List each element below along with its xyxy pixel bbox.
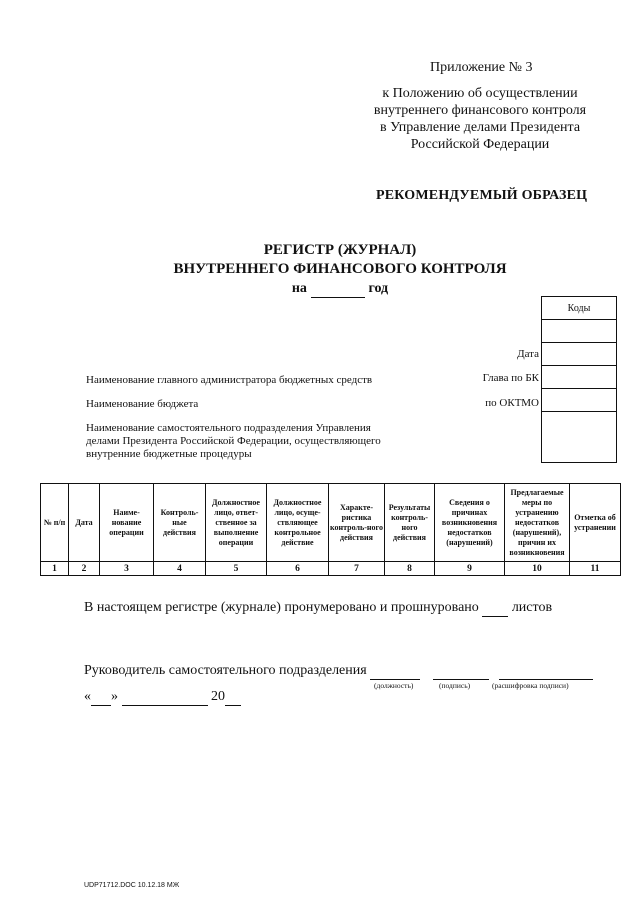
document-title: РЕГИСТР (ЖУРНАЛ) xyxy=(263,242,417,258)
decoding-caption: (расшифровка подписи) xyxy=(492,681,569,690)
codes-cell-date[interactable] xyxy=(542,343,617,366)
column-number: 4 xyxy=(154,562,206,576)
codes-cell-division[interactable] xyxy=(542,412,617,463)
registry-text-end: листов xyxy=(511,600,553,615)
column-header: Характе-ристика контроль-ного действия xyxy=(329,484,385,562)
year-end-blank[interactable] xyxy=(225,689,241,706)
registry-statement xyxy=(84,600,552,617)
codes-cell-blank[interactable] xyxy=(542,320,617,343)
recommended-sample-label: РЕКОМЕНДУЕМЫЙ ОБРАЗЕЦ xyxy=(376,188,588,203)
decoding-blank[interactable] xyxy=(499,663,593,680)
document-subtitle: ВНУТРЕННЕГО ФИНАНСОВОГО КОНТРОЛЯ xyxy=(173,261,507,277)
column-number: 3 xyxy=(100,562,154,576)
position-blank[interactable] xyxy=(370,663,420,680)
column-header: Результаты контроль-ного действия xyxy=(385,484,435,562)
signature-caption: (подпись) xyxy=(439,681,471,690)
signature-line xyxy=(84,663,420,680)
year-prefix-20: 20 xyxy=(211,689,225,704)
column-number: 8 xyxy=(385,562,435,576)
close-quote: » xyxy=(111,689,118,704)
signature-label: Руководитель самостоятельного подразделения xyxy=(84,663,367,678)
date-label: Дата xyxy=(517,348,539,360)
codes-header: Коды xyxy=(542,297,617,320)
table-header-row xyxy=(41,484,621,562)
budget-field-label: Наименование бюджета xyxy=(86,398,199,410)
column-header: Предлагаемые меры по устранению недостатков (нарушений), причин их возникновения xyxy=(505,484,570,562)
column-header: Сведения о причинах возникновения недостатков (нарушений) xyxy=(435,484,505,562)
column-number: 10 xyxy=(505,562,570,576)
signature-blank[interactable] xyxy=(433,663,489,680)
column-header: Контроль-ные действия xyxy=(154,484,206,562)
signing-date xyxy=(84,689,241,706)
registry-table xyxy=(40,483,621,576)
column-header: № п/п xyxy=(41,484,69,562)
appendix-line: внутреннего финансового контроля xyxy=(373,103,587,118)
column-number: 2 xyxy=(69,562,100,576)
column-number: 5 xyxy=(206,562,267,576)
column-header: Наиме-нование операции xyxy=(100,484,154,562)
oktmo-label: по ОКТМО xyxy=(485,397,539,409)
column-number: 11 xyxy=(570,562,621,576)
codes-cell-oktmo[interactable] xyxy=(542,389,617,412)
codes-table xyxy=(541,296,617,463)
admin-field-label: Наименование главного администратора бюджетных средств xyxy=(86,374,373,386)
appendix-line: в Управление делами Президента xyxy=(379,120,581,135)
glava-label: Глава по БК xyxy=(482,372,539,384)
position-caption: (должность) xyxy=(374,681,414,690)
column-number: 7 xyxy=(329,562,385,576)
document-footer: UDP71712.DOC 10.12.18 МЖ xyxy=(84,882,180,889)
registry-text: В настоящем регистре (журнале) пронумеровано и прошнуровано xyxy=(84,600,479,615)
day-blank[interactable] xyxy=(91,689,111,706)
sheets-count-blank[interactable] xyxy=(482,600,508,617)
column-header: Отметка об устранении xyxy=(570,484,621,562)
column-number: 1 xyxy=(41,562,69,576)
appendix-number: Приложение № 3 xyxy=(430,60,533,75)
column-header: Должностное лицо, ответ-ственное за выполнение операции xyxy=(206,484,267,562)
month-blank[interactable] xyxy=(122,689,208,706)
appendix-reference xyxy=(330,85,630,153)
year-prefix: на xyxy=(291,281,307,296)
appendix-line: к Положению об осуществлении xyxy=(382,86,578,101)
year-blank[interactable] xyxy=(311,280,365,298)
year-suffix: год xyxy=(368,281,389,296)
column-header: Дата xyxy=(69,484,100,562)
table-number-row xyxy=(41,562,621,576)
division-field-label: Наименование самостоятельного подразделения Управления делами Президента Российской Федерации, осуществляющего внутренние бюджетные процедуры xyxy=(86,422,381,460)
open-quote: « xyxy=(84,689,91,704)
codes-cell-glava[interactable] xyxy=(542,366,617,389)
column-number: 6 xyxy=(267,562,329,576)
column-number: 9 xyxy=(435,562,505,576)
column-header: Должностное лицо, осуще-ствляющее контрольное действие xyxy=(267,484,329,562)
appendix-line: Российской Федерации xyxy=(410,137,550,152)
